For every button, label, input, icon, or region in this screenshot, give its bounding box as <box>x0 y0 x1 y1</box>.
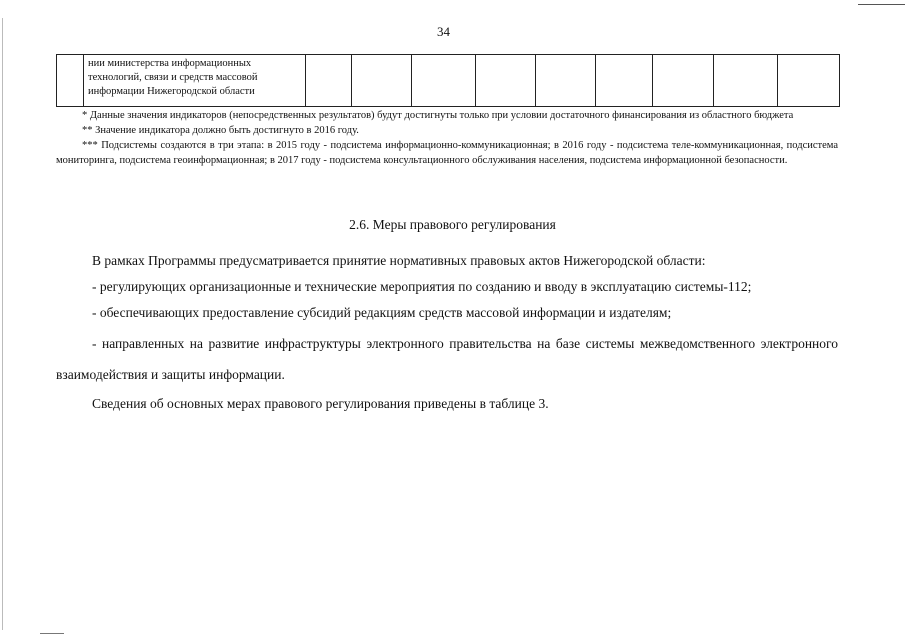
table-cell <box>714 55 778 107</box>
footnote-2: ** Значение индикатора должно быть достигнуто в 2016 году. <box>82 125 359 136</box>
scan-edge-mark-top <box>858 4 905 5</box>
table-cell <box>476 55 536 107</box>
list-item: - обеспечивающих предоставление субсидий редакциям средств массовой информации и издателям; <box>92 305 672 320</box>
table-cell <box>536 55 596 107</box>
page-number: 34 <box>437 24 450 39</box>
table-cell <box>596 55 653 107</box>
section-body <box>56 250 838 419</box>
scan-edge-mark-bottom <box>40 633 64 634</box>
footnote-1: * Данные значения индикаторов (непосредственных результатов) будут достигнуты только при условии достаточного финансирования из областного бюджета <box>82 110 794 121</box>
table-cell-number <box>57 55 84 107</box>
scan-edge-mark-left <box>2 18 3 630</box>
list-item: - направленных на развитие инфраструктуры электронного правительства на базе системы межведомственного электронного взаимодействия и защиты информации. <box>56 336 838 382</box>
continued-table <box>56 54 840 107</box>
closing-paragraph: Сведения об основных мерах правового регулирования приведены в таблице 3. <box>92 396 549 411</box>
section-title: 2.6. Меры правового регулирования <box>349 217 556 232</box>
table-cell <box>352 55 412 107</box>
table-cell-description <box>84 55 306 107</box>
footnote-3: *** Подсистемы создаются в три этапа: в 2015 году - подсистема информационно-коммуникационная; в 2016 году - подсистема теле-коммуникационная, подсистема мониторинга, подсистема геоинформационная; в 2017 году - подсистема консультационного обслуживания населения, подсистема информационной безопасности. <box>56 140 838 166</box>
table-cell-text: нии министерства информационных технологий, связи и средств массовой информации Нижегородской области <box>88 58 258 97</box>
table-cell <box>306 55 352 107</box>
table-cell <box>778 55 840 107</box>
table-row <box>57 55 840 107</box>
table-cell <box>412 55 476 107</box>
intro-paragraph: В рамках Программы предусматривается принятие нормативных правовых актов Нижегородской области: <box>92 253 706 268</box>
footnotes <box>56 108 838 168</box>
table-cell <box>653 55 714 107</box>
list-item: - регулирующих организационные и технические мероприятия по созданию и вводу в эксплуатацию системы-112; <box>92 279 752 294</box>
